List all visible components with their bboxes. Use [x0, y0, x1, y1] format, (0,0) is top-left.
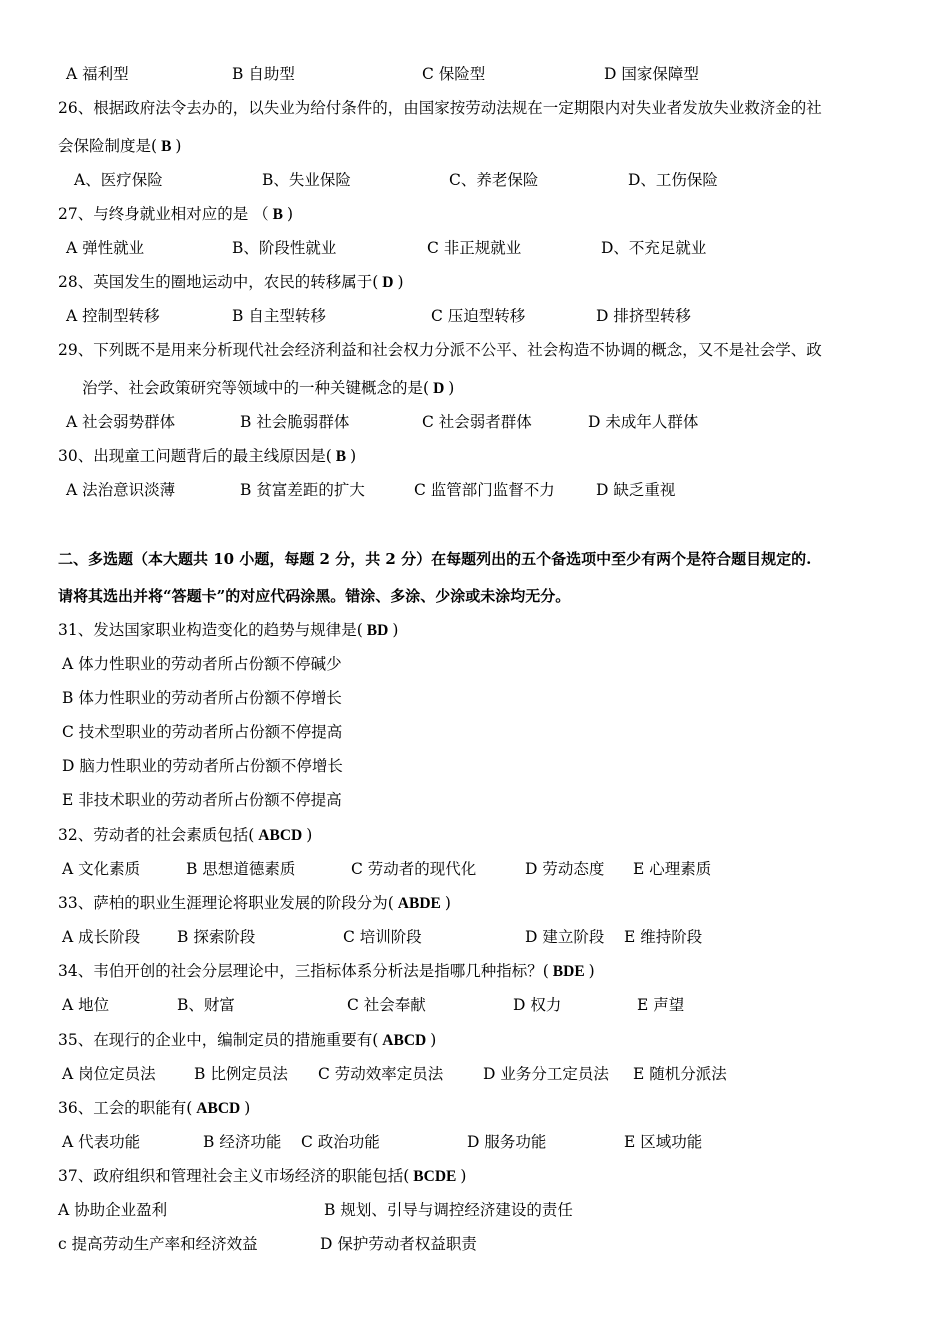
q25-option-c: C 保险型: [422, 65, 486, 83]
q27-stem-post: ): [287, 205, 294, 223]
q37-answer: BCDE: [413, 1168, 457, 1185]
q32-option-b: B 思想道德素质: [186, 860, 296, 878]
q28-option-a: A 控制型转移: [66, 307, 160, 325]
q33-stem-pre: 33、萨柏的职业生涯理论将职业发展的阶段分为(: [58, 894, 394, 912]
q36-answer: ABCD: [196, 1100, 241, 1117]
q33-stem: [58, 893, 451, 914]
q32-stem-post: ): [306, 826, 313, 844]
q32-stem: [58, 825, 312, 846]
q29-option-d: D 未成年人群体: [588, 413, 699, 431]
q34-stem-post: ): [588, 962, 595, 980]
q33-stem-post: ): [444, 894, 451, 912]
q26-option-a: A、医疗保险: [74, 171, 163, 189]
q25-option-d: D 国家保障型: [604, 65, 699, 83]
q36-option-c: C 政治功能: [301, 1133, 380, 1151]
q31-option-e: E 非技术职业的劳动者所占份额不停提高: [62, 791, 342, 809]
q36-stem: [58, 1098, 250, 1119]
q29-option-c: C 社会弱者群体: [422, 413, 532, 431]
q36-option-d: D 服务功能: [467, 1133, 547, 1151]
q35-option-e: E 随机分派法: [633, 1065, 727, 1083]
q26-stem-pre: 会保险制度是(: [58, 137, 158, 155]
q30-option-c: C 监管部门监督不力: [414, 481, 555, 499]
q36-stem-post: ): [244, 1099, 251, 1117]
q29-option-a: A 社会弱势群体: [66, 413, 176, 431]
q33-option-e: E 维持阶段: [624, 928, 703, 946]
q33-option-c: C 培训阶段: [343, 928, 422, 946]
q30-option-d: D 缺乏重视: [596, 481, 676, 499]
q27-option-a: A 弹性就业: [66, 239, 145, 257]
q27-answer: B: [272, 206, 283, 223]
q29-stem-post: ): [448, 379, 455, 397]
q34-answer: BDE: [552, 963, 585, 980]
q37-option-b: B 规划、引导与调控经济建设的责任: [324, 1201, 573, 1219]
q28-stem-post: ): [397, 273, 404, 291]
q29-option-b: B 社会脆弱群体: [240, 413, 350, 431]
q35-stem-post: ): [430, 1031, 437, 1049]
q35-stem: [58, 1030, 436, 1051]
q37-stem: [58, 1166, 466, 1187]
q35-answer: ABCD: [382, 1032, 427, 1049]
q27-option-d: D、不充足就业: [601, 239, 707, 257]
q26-stem-line2: [58, 136, 181, 157]
q37-option-c: c 提高劳动生产率和经济效益: [58, 1235, 258, 1253]
q29-answer: D: [433, 380, 445, 397]
q35-option-a: A 岗位定员法: [62, 1065, 156, 1083]
q25-option-a: A 福利型: [66, 65, 129, 83]
q27-stem: [58, 204, 293, 225]
q33-answer: ABDE: [397, 895, 441, 912]
q35-option-b: B 比例定员法: [194, 1065, 288, 1083]
q36-option-e: E 区域功能: [624, 1133, 703, 1151]
q29-stem-line2: [82, 378, 454, 399]
q30-option-b: B 贫富差距的扩大: [240, 481, 365, 499]
q28-option-d: D 排挤型转移: [596, 307, 691, 325]
q35-option-d: D 业务分工定员法: [483, 1065, 609, 1083]
q34-option-d: D 权力: [513, 996, 562, 1014]
q28-option-c: C 压迫型转移: [431, 307, 526, 325]
q26-stem-post: ): [175, 137, 182, 155]
q34-option-a: A 地位: [62, 996, 110, 1014]
q33-option-b: B 探索阶段: [177, 928, 256, 946]
q29-stem-line1: 29、下列既不是用来分析现代社会经济利益和社会权力分派不公平、社会构造不协调的概念，又不是社会学、政: [58, 341, 822, 359]
q31-stem: [58, 620, 398, 641]
q35-option-c: C 劳动效率定员法: [318, 1065, 444, 1083]
q31-option-b: B 体力性职业的劳动者所占份额不停增长: [62, 689, 342, 707]
q29-stem-pre: 治学、社会政策研究等领域中的一种关键概念的是(: [82, 379, 430, 397]
q27-option-c: C 非正规就业: [427, 239, 522, 257]
q37-stem-post: ): [460, 1167, 467, 1185]
q31-option-d: D 脑力性职业的劳动者所占份额不停增长: [62, 757, 343, 775]
q32-option-d: D 劳动态度: [525, 860, 605, 878]
q33-option-a: A 成长阶段: [62, 928, 141, 946]
q32-option-c: C 劳动者的现代化: [351, 860, 477, 878]
section2-heading-line1: 二、多选题（本大题共 10 小题，每题 2 分，共 2 分）在每题列出的五个备选项中至少有两个是符合题目规定的.: [58, 550, 812, 568]
q28-option-b: B 自主型转移: [232, 307, 326, 325]
q37-stem-pre: 37、政府组织和管理社会主义市场经济的职能包括(: [58, 1167, 410, 1185]
q34-stem: [58, 961, 595, 982]
q36-option-b: B 经济功能: [203, 1133, 282, 1151]
q26-answer: B: [161, 138, 172, 155]
q30-stem-post: ): [350, 447, 357, 465]
q32-option-a: A 文化素质: [62, 860, 141, 878]
section2-heading-line2: 请将其选出并将“答题卡”的对应代码涂黑。错涂、多涂、少涂或未涂均无分。: [58, 587, 571, 605]
q28-stem-pre: 28、英国发生的圈地运动中，农民的转移属于(: [58, 273, 379, 291]
q26-stem-line1: 26、根据政府法令去办的，以失业为给付条件的，由国家按劳动法规在一定期限内对失业者发放失业救济金的社: [58, 99, 822, 117]
q30-answer: B: [335, 448, 347, 465]
q36-option-a: A 代表功能: [62, 1133, 141, 1151]
q37-option-d: D 保护劳动者权益职责: [320, 1235, 477, 1253]
q28-answer: D: [382, 274, 394, 291]
q34-option-c: C 社会奉献: [347, 996, 426, 1014]
q35-stem-pre: 35、在现行的企业中，编制定员的措施重要有(: [58, 1031, 379, 1049]
q30-option-a: A 法治意识淡薄: [66, 481, 176, 499]
q32-option-e: E 心理素质: [633, 860, 712, 878]
q26-option-c: C、养老保险: [449, 171, 539, 189]
q32-answer: ABCD: [258, 827, 303, 844]
q31-answer: BD: [366, 622, 389, 639]
q32-stem-pre: 32、劳动者的社会素质包括(: [58, 826, 255, 844]
q34-option-e: E 声望: [637, 996, 685, 1014]
q31-stem-post: ): [392, 621, 399, 639]
q26-option-d: D、工伤保险: [628, 171, 718, 189]
q34-stem-pre: 34、韦伯开创的社会分层理论中，三指标体系分析法是指哪几种指标？(: [58, 962, 549, 980]
q27-stem-pre: 27、与终身就业相对应的是 （: [58, 205, 269, 223]
q30-stem: [58, 446, 356, 467]
q30-stem-pre: 30、出现童工问题背后的最主线原因是(: [58, 447, 332, 465]
q33-option-d: D 建立阶段: [525, 928, 605, 946]
q26-option-b: B、失业保险: [262, 171, 351, 189]
q37-option-a: A 协助企业盈利: [58, 1201, 168, 1219]
q28-stem: [58, 272, 404, 293]
q36-stem-pre: 36、工会的职能有(: [58, 1099, 193, 1117]
q25-option-b: B 自助型: [232, 65, 295, 83]
q31-option-a: A 体力性职业的劳动者所占份额不停碱少: [62, 655, 342, 673]
q34-option-b: B、财富: [177, 996, 235, 1014]
q31-option-c: C 技术型职业的劳动者所占份额不停提高: [62, 723, 343, 741]
q27-option-b: B、阶段性就业: [232, 239, 337, 257]
q31-stem-pre: 31、发达国家职业构造变化的趋势与规律是(: [58, 621, 363, 639]
